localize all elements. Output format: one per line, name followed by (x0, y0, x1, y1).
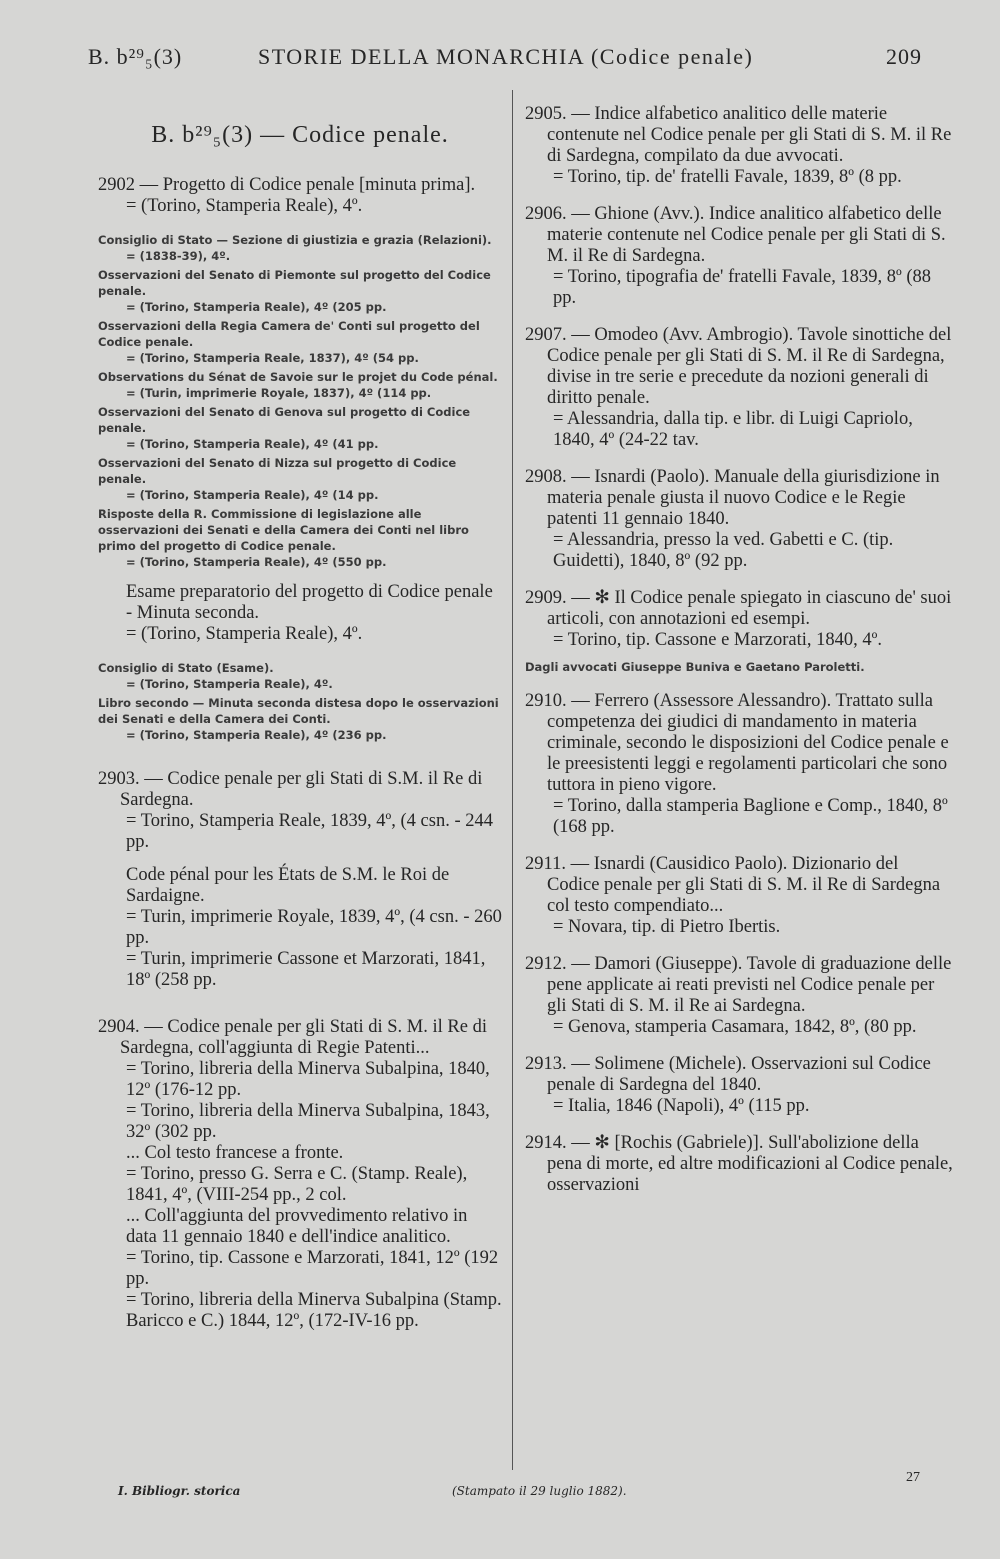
imprint: = Torino, presso G. Serra e C. (Stamp. Reale), 1841, 4º, (VIII-254 pp., 2 col. (126, 1164, 468, 1205)
note-imprint: = (Torino, Stamperia Reale, 1837), 4º (54 pp. (126, 351, 419, 365)
imprint: = Torino, Stamperia Reale, 1839, 4º, (4 csn. - 244 pp. (126, 811, 493, 852)
imprint: = Alessandria, presso la ved. Gabetti e C. (tip. Guidetti), 1840, 8º (92 pp. (553, 530, 894, 571)
note-imprint: = (Torino, Stamperia Reale), 4º. (126, 677, 333, 691)
entry-2914 (525, 1133, 953, 1196)
note-imprint: = (Torino, Stamperia Reale), 4º (205 pp. (126, 300, 387, 314)
entry-heading: 2903. — Codice penale per gli Stati di S.M. il Re di Sardegna. (98, 769, 483, 810)
entry-heading: 2906. — Ghione (Avv.). Indice analitico alfabetico delle materie contenute nel Codice penale per gli Stati di S. M. il Re di Sardegna. (525, 204, 946, 266)
running-header (78, 44, 922, 76)
page-footer (100, 1470, 940, 1510)
note: Osservazioni della Regia Camera de' Conti sul progetto del Codice penale. (98, 319, 480, 349)
entry-2907 (525, 325, 953, 451)
entry-2902 (98, 175, 502, 743)
imprint: = Torino, libreria della Minerva Subalpina, 1843, 32º (302 pp. (126, 1101, 490, 1142)
entry-heading: 2912. — Damori (Giuseppe). Tavole di graduazione delle pene applicate ai reati previsti nel Codice penale per gli Stati di S. M. il Re ai Sardegna. (525, 954, 952, 1016)
note: Consiglio di Stato (Esame). (98, 661, 274, 675)
entry-subheading: Esame preparatorio del progetto di Codice penale - Minuta seconda. (126, 582, 493, 623)
entry-2905 (525, 104, 953, 188)
left-column (98, 104, 502, 1346)
entry-heading: 2909. — ✻ Il Codice penale spiegato in ciascuno de' suoi articoli, con annotazioni ed esempi. (525, 588, 952, 629)
imprint: = Torino, libreria della Minerva Subalpina (Stamp. Baricco e C.) 1844, 12º, (172-IV-16 pp. (126, 1290, 502, 1331)
imprint: = (Torino, Stamperia Reale), 4º. (126, 196, 363, 216)
entry-heading: 2905. — Indice alfabetico analitico delle materie contenute nel Codice penale per gli Stati di S. M. il Re di Sardegna, compilato da due avvocati. (525, 104, 952, 166)
note: Osservazioni del Senato di Genova sul progetto di Codice penale. (98, 405, 471, 435)
note-imprint: = (Torino, Stamperia Reale), 4º (14 pp. (126, 488, 379, 502)
imprint: = Genova, stamperia Casamara, 1842, 8º, (80 pp. (553, 1017, 917, 1037)
note-imprint: = (Torino, Stamperia Reale), 4º (41 pp. (126, 437, 379, 451)
imprint: = Turin, imprimerie Royale, 1839, 4º, (4 csn. - 260 pp. (126, 907, 502, 948)
entry-2910 (525, 691, 953, 838)
note: Osservazioni del Senato di Piemonte sul progetto del Codice penale. (98, 268, 491, 298)
entry-heading: 2904. — Codice penale per gli Stati di S. M. il Re di Sardegna, coll'aggiunta di Regie Patenti... (98, 1017, 487, 1058)
entry-subheading: Code pénal pour les États de S.M. le Roi de Sardaigne. (126, 865, 450, 906)
section-title: B. b²⁹₅(3) — Codice penale. (151, 122, 449, 148)
imprint: = (Torino, Stamperia Reale), 4º. (126, 624, 363, 644)
entry-heading: 2907. — Omodeo (Avv. Ambrogio). Tavole sinottiche del Codice penale per gli Stati di S. M. il Re di Sardegna, divise in tre serie e precedute da nozioni generali di diritto penale. (525, 325, 952, 408)
column-divider (512, 90, 513, 1470)
entry-heading: 2914. — ✻ [Rochis (Gabriele)]. Sull'abolizione della pena di morte, ed altre modificazioni al Codice penale, osservazioni (525, 1133, 953, 1195)
imprint: = Torino, tip. Cassone e Marzorati, 1841, 12º (192 pp. (126, 1248, 499, 1289)
entry-2908 (525, 467, 953, 572)
entry-heading: 2902 — Progetto di Codice penale [minuta prima]. (98, 175, 476, 195)
entry-2904 (98, 1017, 502, 1332)
imprint: = Torino, dalla stamperia Baglione e Comp., 1840, 8º (168 pp. (553, 796, 948, 837)
page-number: 209 (886, 44, 922, 69)
imprint: = Turin, imprimerie Cassone et Marzorati, 1841, 18º (258 pp. (126, 949, 486, 990)
note: Observations du Sénat de Savoie sur le projet du Code pénal. (98, 370, 498, 384)
note-imprint: = (Turin, imprimerie Royale, 1837), 4º (114 pp. (126, 386, 432, 400)
imprint: = Torino, tipografia de' fratelli Favale, 1839, 8º (88 pp. (553, 267, 932, 308)
entry-subheading: ... Col testo francese a fronte. (126, 1143, 344, 1163)
note-imprint: = (1838-39), 4º. (126, 249, 231, 263)
imprint: = Alessandria, dalla tip. e libr. di Luigi Capriolo, 1840, 4º (24-22 tav. (553, 409, 913, 450)
right-column (525, 104, 953, 1212)
entry-2913 (525, 1054, 953, 1117)
header-shelfmark: B. b²⁹₅(3) (88, 44, 183, 69)
note: Consiglio di Stato — Sezione di giustizia e grazia (Relazioni). (98, 233, 492, 247)
entry-heading: 2913. — Solimene (Michele). Osservazioni sul Codice penale di Sardegna del 1840. (525, 1054, 931, 1095)
entry-heading: 2908. — Isnardi (Paolo). Manuale della giurisdizione in materia penale giusta il nuovo Codice e le Regie patenti 11 gennaio 1840. (525, 467, 940, 529)
note-imprint: = (Torino, Stamperia Reale), 4º (236 pp. (126, 728, 387, 742)
entry-heading: 2910. — Ferrero (Assessore Alessandro). Trattato sulla competenza dei giudici di mandamento in materia criminale, secondo le disposizioni del Codice penale e le preesistenti leggi e regolamenti particolari che sono tuttora in pieno vigore. (525, 691, 949, 795)
imprint: = Novara, tip. di Pietro Ibertis. (553, 917, 781, 937)
note: Risposte della R. Commissione di legislazione alle osservazioni dei Senati e della Camera dei Conti nel libro primo del progetto di Codice penale. (98, 507, 469, 553)
header-title: STORIE DELLA MONARCHIA (Codice penale) (258, 44, 754, 69)
entry-2906 (525, 204, 953, 309)
imprint: = Italia, 1846 (Napoli), 4º (115 pp. (553, 1096, 810, 1116)
entry-2912 (525, 954, 953, 1038)
entry-2903 (98, 769, 502, 991)
entry-subheading: ... Coll'aggiunta del provvedimento relativo in data 11 gennaio 1840 e dell'indice analitico. (126, 1206, 468, 1247)
note: Osservazioni del Senato di Nizza sul progetto di Codice penale. (98, 456, 457, 486)
note: Dagli avvocati Giuseppe Buniva e Gaetano Paroletti. (525, 660, 865, 674)
signature-mark: 27 (906, 1470, 920, 1485)
note: Libro secondo — Minuta seconda distesa dopo le osservazioni dei Senati e della Camera dei Conti. (98, 696, 499, 726)
entry-heading: 2911. — Isnardi (Causidico Paolo). Dizionario del Codice penale per gli Stati di S. M. il Re di Sardegna col testo compendiato... (525, 854, 941, 916)
entry-2911 (525, 854, 953, 938)
imprint: = Torino, tip. de' fratelli Favale, 1839, 8º (8 pp. (553, 167, 902, 187)
imprint: = Torino, libreria della Minerva Subalpina, 1840, 12º (176-12 pp. (126, 1059, 490, 1100)
footer-print-date: (Stampato il 29 luglio 1882). (452, 1484, 627, 1498)
imprint: = Torino, tip. Cassone e Marzorati, 1840, 4º. (553, 630, 882, 650)
entry-2909 (525, 588, 953, 675)
footer-series: I. Bibliogr. storica (118, 1484, 241, 1498)
note-imprint: = (Torino, Stamperia Reale), 4º (550 pp. (126, 555, 387, 569)
